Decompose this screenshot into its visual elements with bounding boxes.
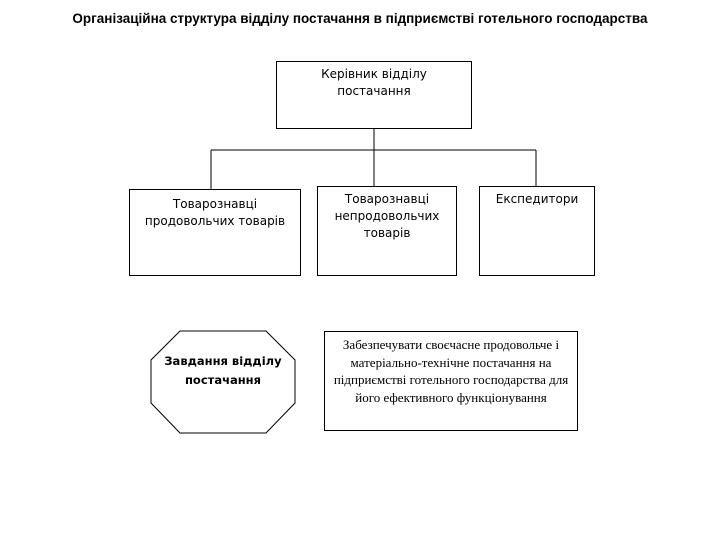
tasks-description-box	[324, 331, 578, 431]
head-box	[276, 61, 472, 129]
unit-label-nonfood: Товарознавці непродовольчих товарів	[334, 192, 440, 240]
unit-label-forwarders: Експедитори	[495, 192, 579, 206]
tasks-description: Забезпечувати своєчасне продовольче і матеріально-технічне постачання на підприємстві готельного господарства для його ефективного функціонування	[333, 337, 569, 405]
unit-box-nonfood	[317, 186, 457, 276]
unit-box-food	[129, 189, 301, 276]
unit-box-forwarders	[479, 186, 595, 276]
tasks-label: Завдання відділу постачання	[164, 354, 282, 387]
head-label: Керівник відділу постачання	[321, 67, 427, 98]
diagram-title: Організаційна структура відділу постачання в підприємстві готельного господарства	[72, 11, 648, 26]
unit-label-food: Товарознавці продовольчих товарів	[144, 197, 286, 228]
